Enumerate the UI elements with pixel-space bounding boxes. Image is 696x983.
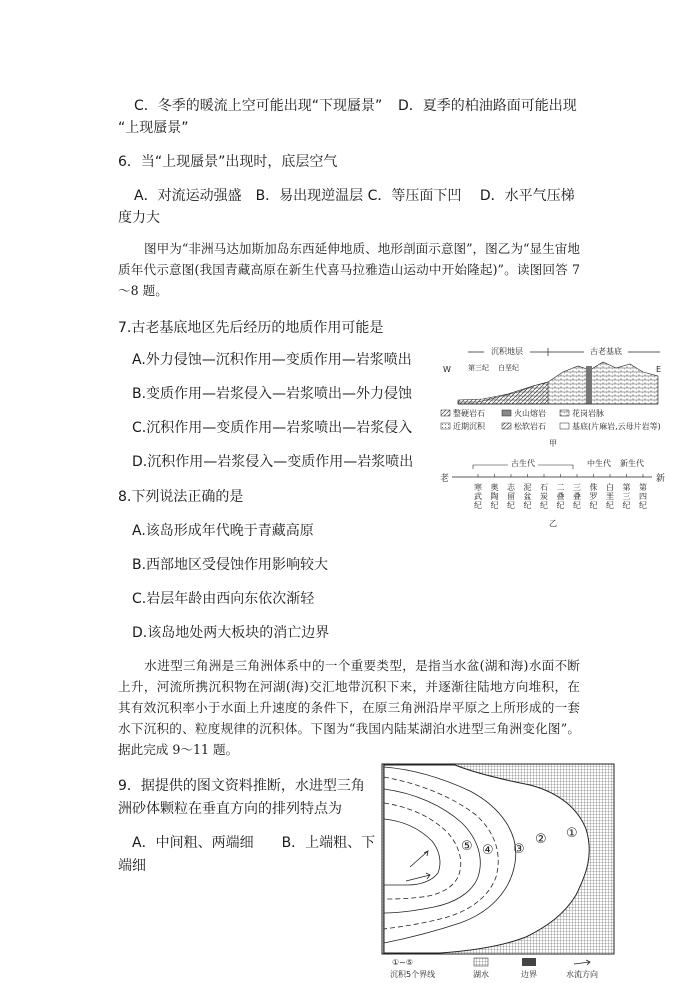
legend-basement-swatch [560,423,569,429]
figure-yi-timescale [438,452,668,530]
q5-option-d: D．夏季的柏油路面可能出现 [398,98,577,114]
period-label-char: 白 [606,483,614,492]
circle-label-2: ② [535,832,547,847]
era-cenozoic: 新生代 [620,459,644,468]
legend-soft-swatch [502,423,511,429]
passage-delta-text: 水进型三角洲是三角洲体系中的一个重要类型，是指当水盆(湖和海)水面不断上升，河流所携沉积物在河湖(海)交汇地带沉积下来，并逐渐往陆地方向堆积，在其有效沉积率小于水面上升速度的条件下，在原三角洲沿岸平原之上所形成的一套水下沉积的、粒度规律的沉积体。下图为“我国内陆某湖泊水进型三角洲变化图”。据此完成 9～11 题。 [118,658,580,757]
period-label-char: 罗 [589,492,598,501]
period-label-char: 侏 [589,483,598,492]
period-label-char: 纪 [540,501,548,510]
q9-stem-line1: 9．据提供的图文资料推断，水进型三角 [118,778,365,794]
q6-stem: 6．当“上现蜃景”出现时，底层空气 [118,154,338,170]
period-label-char: 第 [639,483,647,492]
q8-option-c: C.岩层年龄由西向东依次渐轻 [132,591,315,607]
period-label-char: 纪 [622,501,631,510]
period-label-char: 奥 [490,483,499,492]
passage-delta [118,655,580,760]
period-label-char: 叠 [556,492,565,501]
passage-geology-text: 图甲为“非洲马达加斯加岛东西延伸地质、地形剖面示意图”，图乙为“显生宙地质年代示意图(我国青藏高原在新生代喜马拉雅造山运动中开始隆起)”。读图回答 7～8 题。 [118,241,580,298]
legend-recent-swatch [441,423,450,429]
q7-option-b: B.变质作用—岩浆侵入—岩浆喷出—外力侵蚀 [132,386,413,402]
legend-flow-symbol [574,960,590,965]
legend-recent: 近期沉积 [453,422,485,431]
legend-border: 边界 [521,970,537,979]
period-label-char: 三 [622,492,631,501]
q5-option-c: C．冬季的暖流上空可能出现“下现蜃景” [134,98,383,114]
period-label-char: 留 [507,492,515,501]
q6-options-line1: A．对流运动强盛 B．易出现逆温层 C．等压面下凹 D．水平气压梯 [134,188,575,204]
period-label-char: 二 [556,483,565,492]
legend-hard-rock-swatch [441,410,450,416]
period-label-char: 纪 [507,501,515,510]
legend-soft: 松软岩石 [514,422,546,431]
label-east: E [656,365,662,374]
legend-flow: 水流方向 [566,970,598,979]
period-label-char: 四 [639,492,647,501]
caption-yi: 乙 [549,519,557,528]
q6-options-line2: 度力大 [118,210,160,226]
legend-basement: 基底(片麻岩,云母片岩等) [572,422,661,431]
era-paleozoic: 古生代 [511,459,535,468]
q9-options-line2: 端细 [118,858,146,874]
circle-label-1: ① [566,826,578,841]
granite-vein [586,366,592,404]
period-label-char: 寒 [474,483,482,492]
legend-hard-rock: 整硬岩石 [453,409,485,418]
passage-geology [118,238,580,301]
legend-border-swatch [522,958,536,966]
circle-label-4: ④ [482,843,494,858]
period-ticks [478,474,643,477]
period-label-char: 武 [474,492,482,501]
legend-lake: 湖水 [473,970,489,979]
period-label-char: 叠 [573,492,581,501]
period-label-char: 纪 [474,501,482,510]
label-west: W [443,365,451,374]
period-label-char: 纪 [556,501,565,510]
q8-option-a: A.该岛形成年代晚于青藏高原 [132,523,314,539]
period-label-char: 纪 [573,501,581,510]
label-ancient-base: 古老基底 [590,347,622,356]
label-cretaceous: 白垩纪 [498,364,519,372]
period-label-char: 第 [622,483,631,492]
q7-option-c: C.沉积作用—变质作用—岩浆喷出—岩浆侵入 [132,420,413,436]
legend-lava-swatch [502,410,511,416]
period-label-char: 泥 [523,483,532,492]
legend-boundaries-symbol: ①~⑤ [392,958,414,967]
period-label-char: 石 [540,483,548,492]
q8-option-b: B.西部地区受侵蚀作用影响较大 [132,557,329,573]
legend-granite-swatch [560,410,569,416]
timeline-old: 老 [440,474,450,484]
period-label-char: 纪 [589,501,598,510]
q7-option-d: D.沉积作用—岩浆侵入—变质作用—岩浆喷出 [132,454,414,470]
timeline-new: 新 [656,474,666,484]
q7-option-a: A.外力侵蚀—沉积作用—变质作用—岩浆喷出 [132,352,412,368]
legend-boundaries: 沉积5个界线 [390,970,436,979]
circle-label-5: ⑤ [461,839,473,854]
period-label-char: 垩 [606,492,614,501]
period-label-char: 纪 [490,501,499,510]
era-mesozoic: 中生代 [587,459,611,468]
period-label-char: 盆 [523,492,532,501]
q9-options-line1: A．中间粗、两端细 B．上端粗、下 [132,835,376,851]
q8-option-d: D.该岛地处两大板块的消亡边界 [132,625,330,641]
caption-jia: 甲 [549,439,557,448]
q5-option-d-continued: “上现蜃景” [118,120,189,136]
legend-granite: 花岗岩脉 [572,409,604,418]
label-sedimentary: 沉积地层 [491,347,523,356]
circle-label-3: ③ [513,842,525,857]
label-tertiary: 第三纪 [468,364,489,372]
sedimentary-layers [458,382,548,404]
period-label-char: 三 [573,483,581,492]
period-label-char: 纪 [639,501,647,510]
period-labels [474,482,647,510]
figure-delta-map [380,763,616,983]
legend-lava: 火山熔岩 [514,409,546,418]
period-label-char: 炭 [540,492,548,501]
period-label-char: 志 [507,483,515,492]
period-label-char: 纪 [606,501,614,510]
legend-lake-swatch [474,958,488,966]
q9-stem-line2: 洲砂体颗粒在垂直方向的排列特点为 [118,801,342,817]
q8-stem: 8.下列说法正确的是 [118,489,244,505]
period-label-char: 陶 [490,492,499,501]
figure-jia-cross-section [438,342,668,452]
q7-stem: 7.古老基底地区先后经历的地质作用可能是 [118,320,384,336]
period-label-char: 纪 [523,501,532,510]
